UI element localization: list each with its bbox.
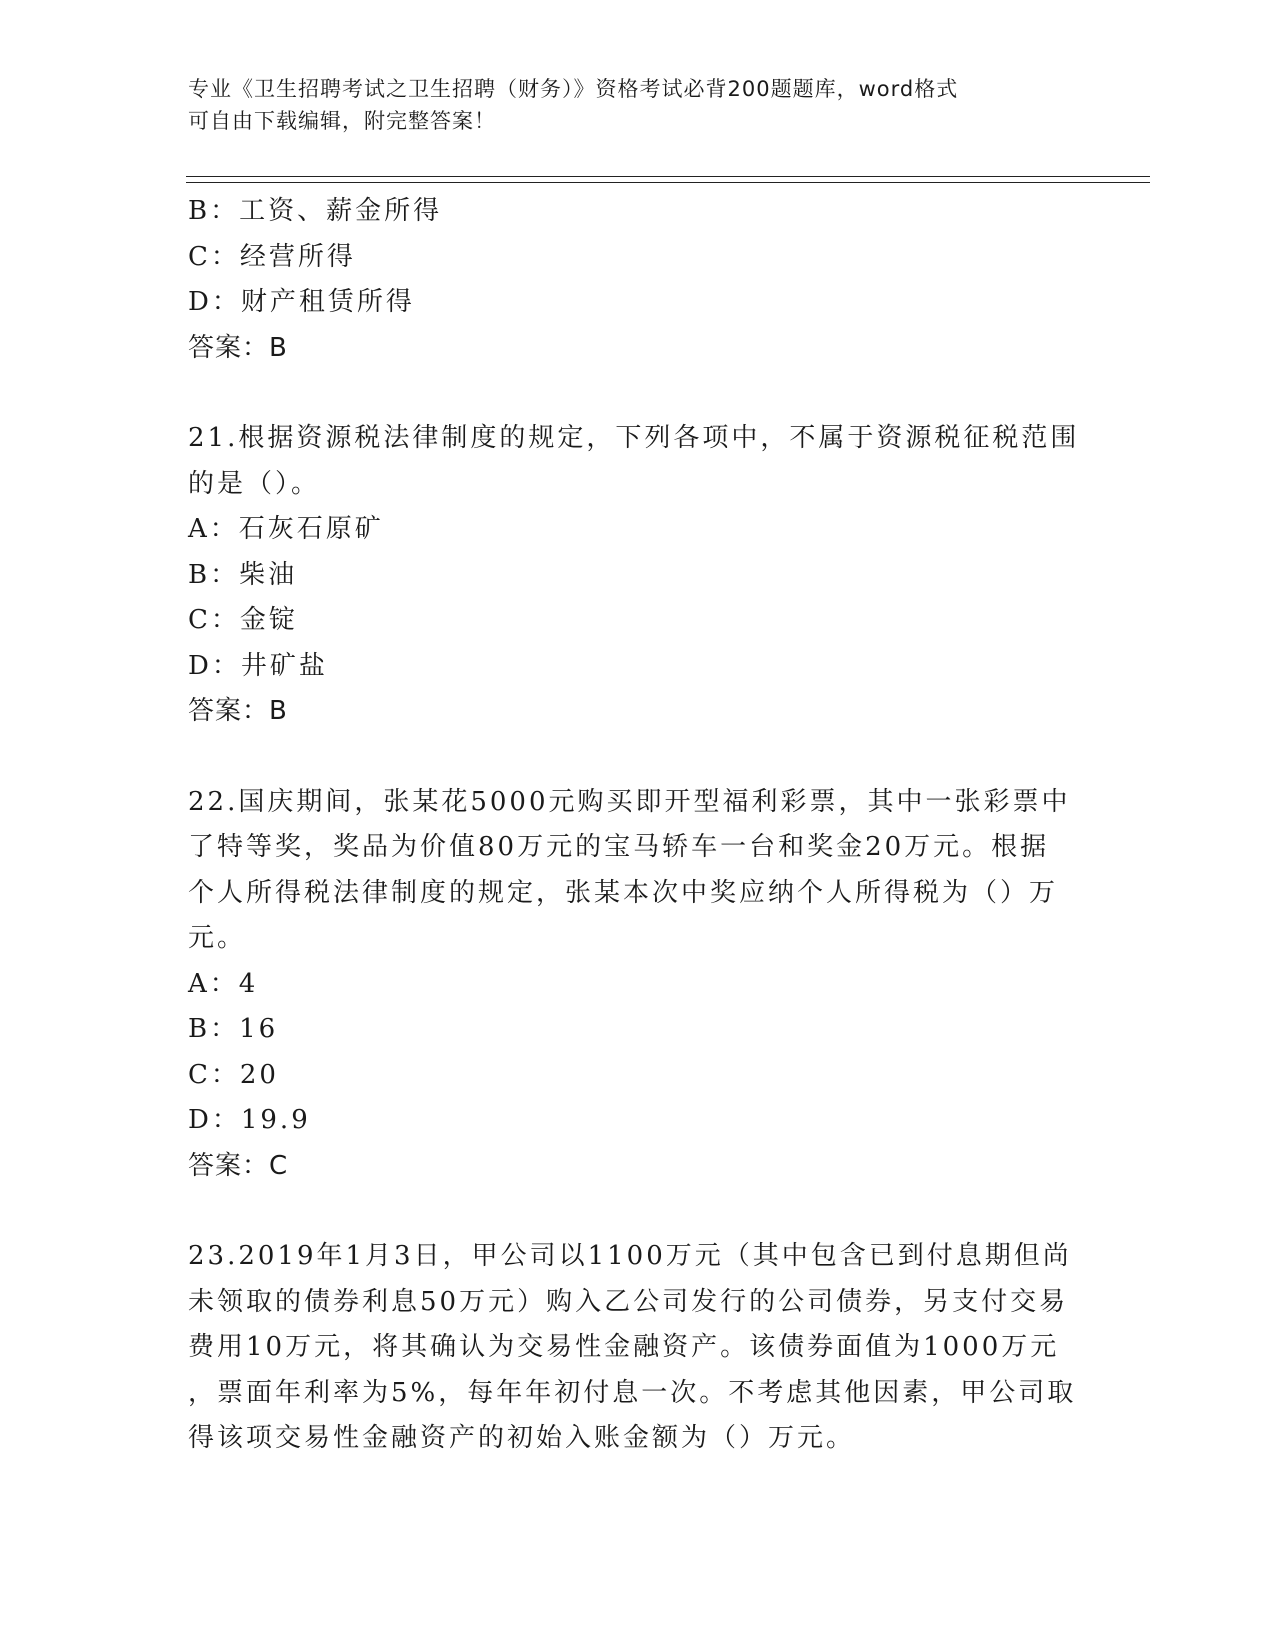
option-a: A：4 (188, 968, 259, 999)
option-b: B：柴油 (188, 559, 298, 590)
option-c: C：金锭 (188, 605, 298, 635)
option-a: A：石灰石原矿 (188, 514, 384, 544)
question-block-23 (188, 1234, 1078, 1462)
question-text-line: 个人所得税法律制度的规定，张某本次中奖应纳个人所得税为（）万 (188, 877, 1059, 908)
question-text-line: 22.国庆期间，张某花5000元购买即开型福利彩票，其中一张彩票中 (188, 786, 1071, 817)
document-header (188, 73, 1068, 137)
answer-line: 答案：B (188, 332, 288, 363)
option-d: D：19.9 (188, 1105, 311, 1135)
option-b: B：16 (188, 1014, 279, 1044)
header-line-2: 可自由下载编辑，附完整答案！ (188, 109, 496, 133)
question-text-line: 21.根据资源税法律制度的规定，下列各项中，不属于资源税征税范围 (188, 423, 1080, 453)
question-text-line: 了特等奖，奖品为价值80万元的宝马轿车一台和奖金20万元。根据 (188, 832, 1050, 862)
question-text-line: ，票面年利率为5%，每年年初付息一次。不考虑其他因素，甲公司取 (188, 1377, 1077, 1408)
question-text-line: 的是（）。 (188, 468, 321, 499)
option-c: C：20 (188, 1059, 279, 1090)
question-block-prev (188, 189, 1078, 371)
option-d: D：财产租赁所得 (188, 287, 415, 317)
question-list (188, 189, 1078, 1462)
option-b: B：工资、薪金所得 (188, 196, 443, 226)
question-block-22 (188, 780, 1078, 1190)
question-text-line: 费用10万元，将其确认为交易性金融资产。该债券面值为1000万元 (188, 1332, 1060, 1362)
option-c: C：经营所得 (188, 241, 356, 272)
header-divider-top (186, 176, 1150, 177)
answer-line: 答案：B (188, 696, 288, 726)
question-text-line: 元。 (188, 923, 247, 953)
question-text-line: 得该项交易性金融资产的初始入账金额为（）万元。 (188, 1423, 856, 1453)
header-divider-bottom (186, 182, 1150, 183)
question-text-line: 未领取的债券利息50万元）购入乙公司发行的公司债券，另支付交易 (188, 1286, 1069, 1317)
spacer (188, 371, 1078, 416)
answer-line: 答案：C (188, 1150, 289, 1181)
spacer (188, 1189, 1078, 1234)
question-text-line: 23.2019年1月3日，甲公司以1100万元（其中包含已到付息期但尚 (188, 1241, 1072, 1271)
question-block-21 (188, 416, 1078, 735)
header-line-1: 专业《卫生招聘考试之卫生招聘（财务）》资格考试必背200题题库，word格式 (188, 77, 959, 101)
spacer (188, 735, 1078, 780)
option-d: D：井矿盐 (188, 650, 328, 681)
